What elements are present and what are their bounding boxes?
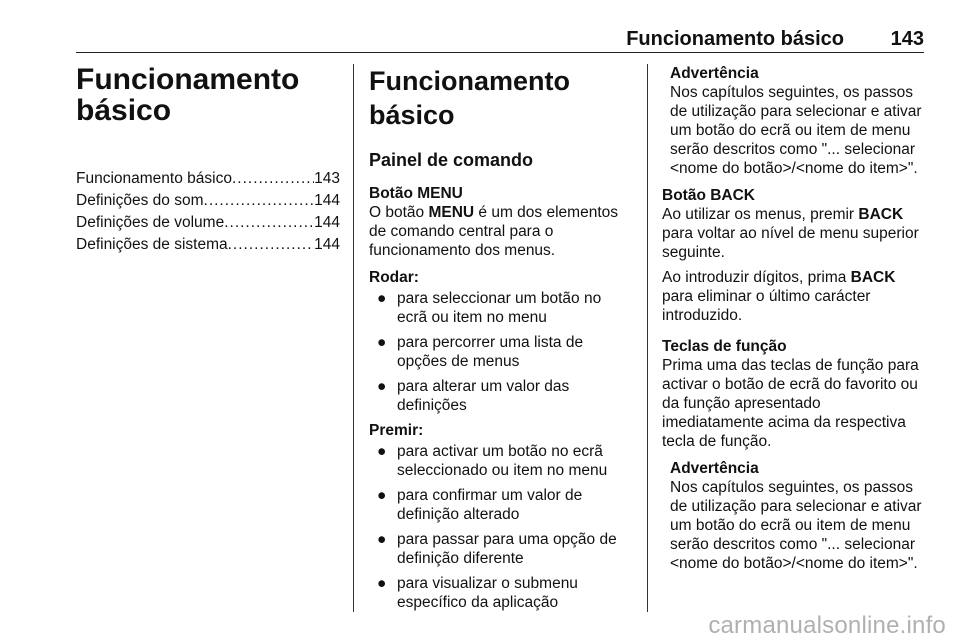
page-header (76, 24, 924, 53)
page-number: 143 (890, 28, 924, 50)
note-title: Advertência (670, 65, 759, 82)
main-column (369, 64, 631, 618)
note-text: Nos capítulos seguintes, os passos de utilização para selecionar e ativar um botão do ecrã ou item de menu serão descritos como "... selecionar <nome do botão>/<nome do item>". (670, 479, 922, 572)
bullet-icon: ● (377, 443, 387, 460)
advertencia-note (662, 459, 926, 573)
function-keys-heading: Teclas de função (662, 338, 787, 355)
chapter-column (76, 64, 340, 256)
premir-label: Premir: (369, 422, 424, 439)
header-title: Funcionamento básico (626, 28, 844, 50)
rodar-list (369, 289, 631, 415)
toc-page: 144 (314, 236, 340, 253)
toc-item[interactable] (76, 168, 340, 190)
list-item: ● para visualizar o submenu específico da aplicação (377, 575, 578, 611)
menu-heading: Botão MENU (369, 185, 463, 202)
toc-page: 144 (314, 214, 340, 231)
advertencia-note (662, 64, 926, 178)
toc-item[interactable] (76, 234, 340, 256)
toc-label: Definições de volume (76, 214, 225, 231)
toc-page: 143 (314, 170, 340, 187)
back-paragraph-2: Ao introduzir dígitos, prima BACK para eliminar o último carácter introduzido. (662, 269, 896, 324)
bullet-icon: ● (377, 378, 387, 395)
note-title: Advertência (670, 460, 759, 477)
list-item: ● para percorrer uma lista de opções de menus (377, 334, 584, 370)
premir-list (369, 442, 631, 612)
column-divider-2 (647, 64, 648, 612)
back-paragraph-1: Ao utilizar os menus, premir BACK para voltar ao nível de menu superior seguinte. (662, 206, 919, 261)
list-item: ● para alterar um valor das definições (377, 378, 570, 414)
note-text: Nos capítulos seguintes, os passos de utilização para selecionar e ativar um botão do ecrã ou item de menu serão descritos como "... selecionar <nome do botão>/<nome do item>". (670, 84, 922, 177)
bullet-icon: ● (377, 575, 387, 592)
toc-label: Definições do som (76, 192, 204, 209)
watermark: carmanualsonline.info (708, 612, 946, 639)
table-of-contents (76, 168, 340, 256)
section-title: Funcionamento básico (369, 66, 570, 130)
back-heading: Botão BACK (662, 187, 755, 204)
function-keys-paragraph: Prima uma das teclas de função para activar o botão de ecrã do favorito ou da função apresentado imediatamente acima da respectiva tecla de função. (662, 357, 919, 450)
bullet-icon: ● (377, 531, 387, 548)
subsection-title: Painel de comando (369, 150, 534, 170)
rodar-label: Rodar: (369, 269, 419, 286)
toc-label: Definições de sistema (76, 236, 228, 253)
toc-label: Funcionamento básico (76, 170, 232, 187)
list-item: ● para confirmar um valor de definição alterado (377, 487, 583, 523)
toc-item[interactable] (76, 190, 340, 212)
menu-paragraph: O botão MENU é um dos elementos de comando central para o funcionamento dos menus. (369, 204, 618, 259)
right-column (662, 64, 926, 573)
bullet-icon: ● (377, 487, 387, 504)
column-divider-1 (353, 64, 354, 612)
list-item: ● para activar um botão no ecrã seleccionado ou item no menu (377, 443, 608, 479)
list-item: ● para passar para uma opção de definição diferente (377, 531, 617, 567)
toc-item[interactable] (76, 212, 340, 234)
toc-page: 144 (314, 192, 340, 209)
bullet-icon: ● (377, 334, 387, 351)
list-item: ● para seleccionar um botão no ecrã ou item no menu (377, 290, 602, 326)
chapter-title: Funcionamento básico (76, 63, 300, 127)
bullet-icon: ● (377, 290, 387, 307)
